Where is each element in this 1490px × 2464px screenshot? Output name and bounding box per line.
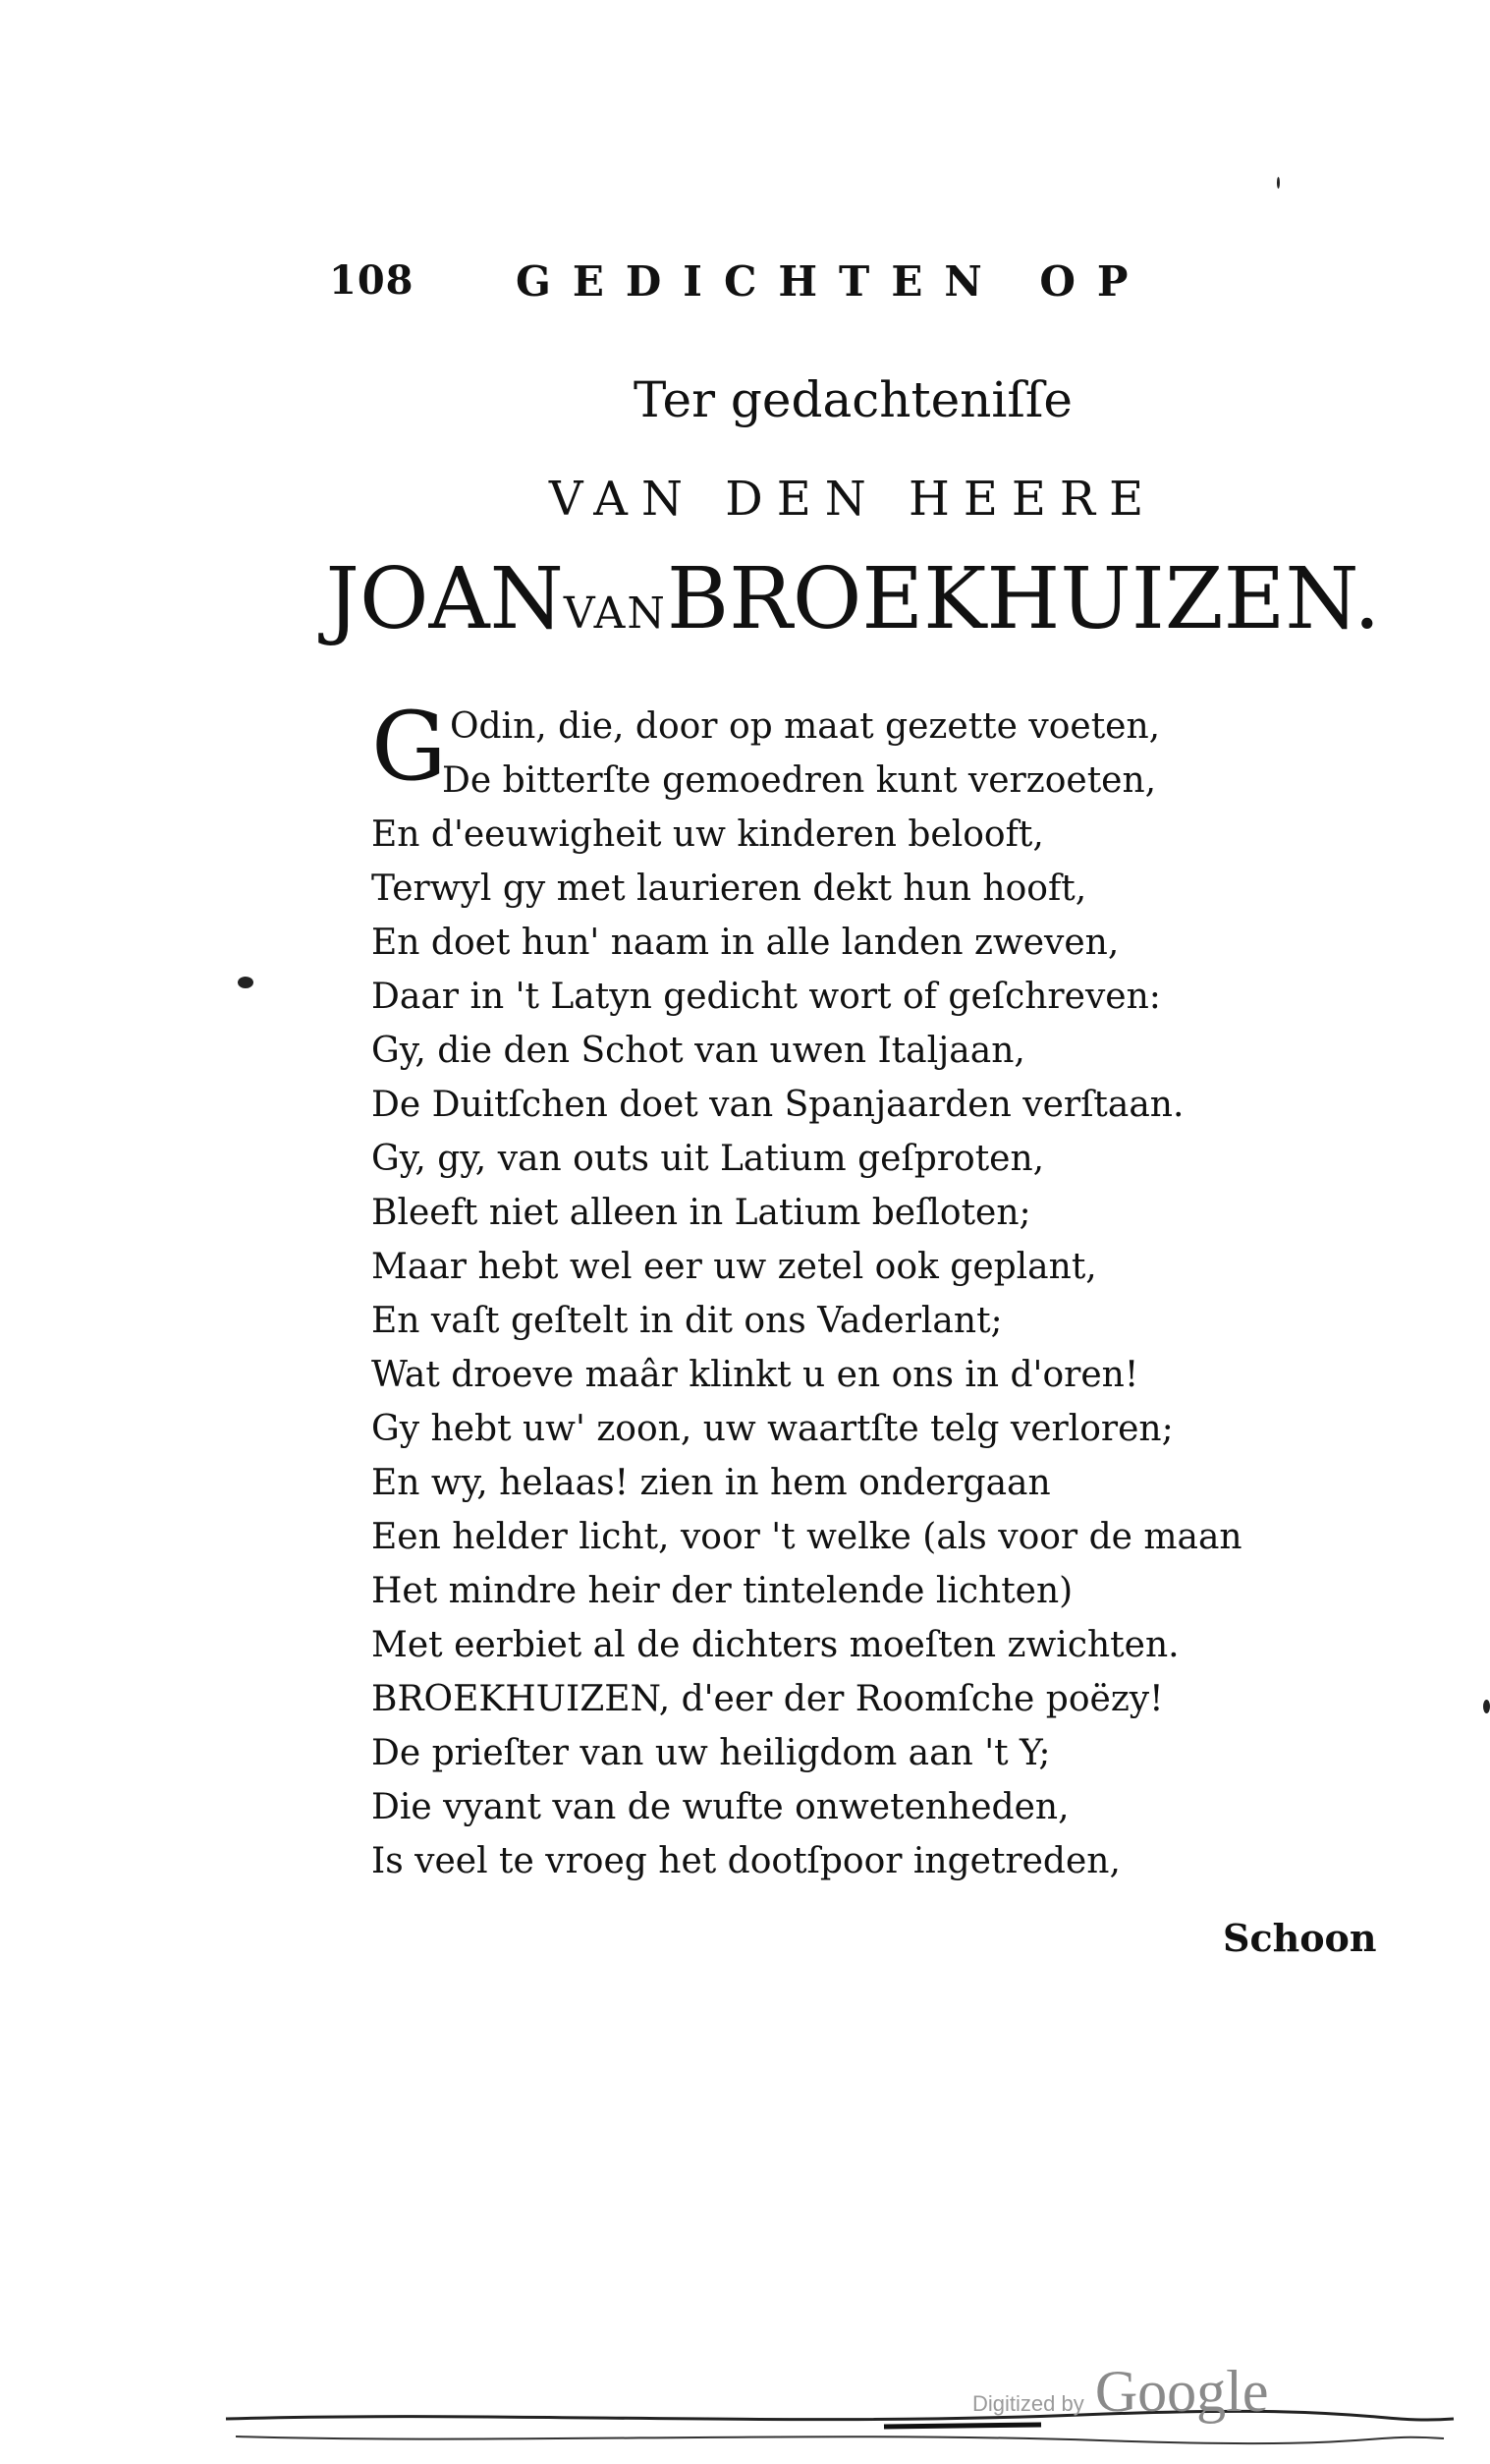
- subject-surname: BROEKHUIZEN.: [666, 550, 1381, 648]
- poem-line: Die vyant van de wufte onwetenheden,: [371, 1787, 1070, 1827]
- poem-line: En d'eeuwigheit uw kinderen belooft,: [371, 814, 1044, 855]
- running-head: [329, 257, 1233, 316]
- poem-body: [371, 692, 1353, 1888]
- running-title: GEDICHTEN OP: [516, 257, 1150, 306]
- poem-line: Gy, die den Schot van uwen Italjaan,: [371, 1031, 1025, 1071]
- watermark-prefix: Digitized by: [972, 2391, 1084, 2416]
- subject-name-heading: [108, 550, 1490, 648]
- poem-line: En vaſt geſtelt in dit ons Vaderlant;: [371, 1301, 1003, 1341]
- poem-line: En wy, helaas! zien in hem ondergaan: [371, 1463, 1051, 1503]
- poem-line: Een helder licht, voor 't welke (als voor de maan: [371, 1517, 1242, 1557]
- poem-line: Met eerbiet al de dichters moeſten zwichten.: [371, 1625, 1180, 1665]
- poem-line: Het mindre heir der tintelende lichten): [371, 1571, 1074, 1611]
- poem-line: Gy hebt uw' zoon, uw waartſte telg verloren;: [371, 1409, 1174, 1449]
- ink-speck: [238, 977, 253, 988]
- poem-line: BROEKHUIZEN, d'eer der Roomſche poëzy!: [371, 1679, 1164, 1719]
- page-number: 108: [329, 257, 414, 304]
- poem-line: De Duitſchen doet van Spanjaarden verſtaan.: [371, 1085, 1185, 1125]
- poem-line: Wat droeve maâr klinkt u en ons in d'oren!: [371, 1355, 1139, 1395]
- poem-line: Is veel te vroeg het dootſpoor ingetreden,: [371, 1841, 1121, 1881]
- ink-speck: [1277, 177, 1280, 189]
- subject-particle: VAN: [563, 588, 667, 639]
- poem-line: Gy, gy, van outs uit Latium geſproten,: [371, 1139, 1045, 1179]
- dedication-heading: Ter gedachteniſſe: [634, 371, 1073, 428]
- google-logo: Google: [1094, 2359, 1269, 2424]
- honorific-heading: VAN DEN HEERE: [548, 472, 1158, 527]
- poem-line: En doet hun' naam in alle landen zweven,: [371, 923, 1120, 963]
- catchword: Schoon: [1223, 1916, 1377, 1960]
- ink-speck: [1483, 1700, 1490, 1713]
- poem-line: De bitterſte gemoedren kunt verzoeten,: [442, 760, 1157, 801]
- digitized-watermark: [972, 2358, 1268, 2426]
- drop-cap: G: [371, 692, 447, 802]
- subject-first-name: JOAN: [325, 550, 564, 648]
- poem-line: Maar hebt wel eer uw zetel ook geplant,: [371, 1247, 1097, 1287]
- poem-line: Bleeft niet alleen in Latium beſloten;: [371, 1193, 1031, 1233]
- poem-line: De prieſter van uw heiligdom aan 't Y;: [371, 1733, 1051, 1773]
- poem-line: Terwyl gy met laurieren dekt hun hooft,: [371, 868, 1087, 909]
- poem-line: Daar in 't Latyn gedicht wort of geſchreven:: [371, 977, 1161, 1017]
- poem-line-text: Odin, die, door op maat gezette voeten,: [450, 706, 1161, 747]
